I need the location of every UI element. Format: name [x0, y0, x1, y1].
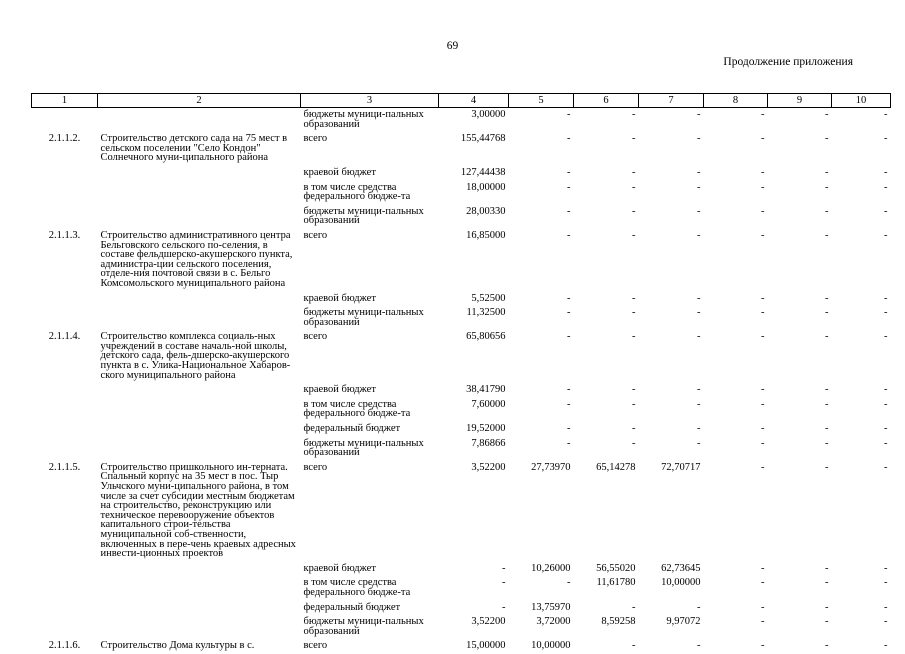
- cell-col-6: -: [632, 331, 636, 343]
- cell-col-4: 38,41790: [466, 384, 506, 396]
- cell-col-1: [32, 562, 98, 577]
- cell-col-10: -: [884, 423, 888, 435]
- cell-col-3: всего: [303, 331, 328, 343]
- cell-col-7: -: [697, 307, 701, 319]
- column-header-9: 9: [768, 94, 832, 108]
- cell-col-4: 7,60000: [471, 398, 506, 410]
- cell-col-9: -: [825, 423, 829, 435]
- cell-col-10: -: [884, 398, 888, 410]
- column-header-5: 5: [509, 94, 574, 108]
- cell-col-9: -: [825, 307, 829, 319]
- cell-col-5: -: [567, 577, 571, 589]
- cell-col-10: -: [884, 437, 888, 449]
- cell-col-5: 13,75970: [531, 601, 571, 613]
- cell-col-2: [98, 437, 301, 461]
- cell-col-4: 15,00000: [466, 640, 506, 652]
- cell-col-6: -: [632, 229, 636, 241]
- cell-col-3: всего: [303, 461, 328, 473]
- cell-col-3: бюджеты муници-пальных образований: [303, 616, 424, 637]
- cell-col-4: 7,86866: [471, 437, 506, 449]
- cell-col-2: [98, 562, 301, 577]
- cell-col-3: федеральный бюджет: [303, 423, 401, 435]
- column-header-3: 3: [301, 94, 439, 108]
- cell-col-6: -: [632, 423, 636, 435]
- cell-col-4: 16,85000: [466, 229, 506, 241]
- cell-col-2: [98, 205, 301, 229]
- table-row: [32, 383, 891, 398]
- cell-col-9: -: [825, 292, 829, 304]
- cell-col-3: бюджеты муници-пальных образований: [303, 109, 424, 130]
- cell-col-5: 10,26000: [531, 562, 571, 574]
- cell-col-10: -: [884, 133, 888, 145]
- cell-col-1: [32, 383, 98, 398]
- cell-col-5: -: [567, 398, 571, 410]
- cell-col-1: [32, 306, 98, 330]
- cell-col-2: Строительство административного центра Бельговского сельского по-селения, в составе фельдшерско-акушерского пункта, администра-ции сельского поселения, отделе-ния почтовой связи в с. Бельго Комсомольского муниципального района: [100, 229, 293, 289]
- cell-col-1: [32, 601, 98, 616]
- cell-col-4: 11,32500: [466, 307, 506, 319]
- table-row: [32, 398, 891, 422]
- cell-col-2: Строительство Дома культуры в с.: [100, 640, 255, 652]
- cell-col-8: -: [761, 229, 765, 241]
- cell-col-7: -: [697, 133, 701, 145]
- cell-col-10: -: [884, 181, 888, 193]
- cell-col-4: 65,80656: [466, 331, 506, 343]
- cell-col-10: -: [884, 601, 888, 613]
- cell-col-1: [32, 292, 98, 307]
- cell-col-2: [98, 576, 301, 600]
- cell-col-1: 2.1.1.6.: [48, 640, 81, 652]
- cell-col-2: [98, 615, 301, 639]
- table-row: [32, 166, 891, 181]
- cell-col-8: -: [761, 331, 765, 343]
- cell-col-2: Строительство комплекса социаль-ных учреждений в составе началь-ной школы, детского сада, фель-дшерско-акушерского пункта в с. Улика-Национальное Хабаров-ского муниципального района: [100, 331, 291, 381]
- cell-col-10: -: [884, 616, 888, 628]
- column-header-8: 8: [704, 94, 768, 108]
- cell-col-3: краевой бюджет: [303, 166, 376, 178]
- cell-col-2: [98, 166, 301, 181]
- cell-col-7: -: [697, 109, 701, 120]
- cell-col-10: -: [884, 461, 888, 473]
- cell-col-1: [32, 205, 98, 229]
- cell-col-2: [98, 383, 301, 398]
- cell-col-6: 65,14278: [596, 461, 636, 473]
- cell-col-1: [32, 166, 98, 181]
- table-row: [32, 306, 891, 330]
- cell-col-2: [98, 108, 301, 133]
- cell-col-2: [98, 292, 301, 307]
- cell-col-1: [32, 181, 98, 205]
- cell-col-8: -: [761, 133, 765, 145]
- cell-col-6: -: [632, 398, 636, 410]
- cell-col-5: -: [567, 109, 571, 120]
- cell-col-5: -: [567, 166, 571, 178]
- cell-col-1: [32, 108, 98, 133]
- cell-col-5: 10,00000: [531, 640, 571, 652]
- cell-col-8: -: [761, 292, 765, 304]
- cell-col-1: 2.1.1.2.: [48, 133, 81, 145]
- column-header-4: 4: [439, 94, 509, 108]
- cell-col-1: [32, 437, 98, 461]
- table-row: [32, 108, 891, 133]
- cell-col-6: 8,59258: [601, 616, 636, 628]
- cell-col-7: -: [697, 292, 701, 304]
- cell-col-9: -: [825, 640, 829, 652]
- cell-col-10: -: [884, 109, 888, 120]
- table-row: [32, 132, 891, 166]
- table-row: [32, 330, 891, 383]
- cell-col-9: -: [825, 181, 829, 193]
- table-row: [32, 601, 891, 616]
- cell-col-4: 3,00000: [471, 109, 506, 120]
- cell-col-4: -: [502, 562, 506, 574]
- cell-col-7: 10,00000: [661, 577, 701, 589]
- table-body: [32, 108, 891, 654]
- cell-col-3: федеральный бюджет: [303, 601, 401, 613]
- cell-col-1: [32, 398, 98, 422]
- cell-col-6: -: [632, 181, 636, 193]
- cell-col-7: -: [697, 181, 701, 193]
- cell-col-9: -: [825, 398, 829, 410]
- cell-col-8: -: [761, 616, 765, 628]
- cell-col-3: в том числе средства федерального бюдже-та: [303, 181, 411, 203]
- cell-col-7: -: [697, 640, 701, 652]
- cell-col-6: -: [632, 205, 636, 217]
- cell-col-8: -: [761, 601, 765, 613]
- cell-col-4: 155,44768: [460, 133, 506, 145]
- cell-col-9: -: [825, 461, 829, 473]
- cell-col-2: [98, 181, 301, 205]
- cell-col-8: -: [761, 109, 765, 120]
- cell-col-5: -: [567, 292, 571, 304]
- cell-col-10: -: [884, 577, 888, 589]
- cell-col-5: -: [567, 205, 571, 217]
- cell-col-10: -: [884, 292, 888, 304]
- cell-col-2: Строительство пришкольного ин-терната. Спальный корпус на 35 мест в пос. Тыр Ульчского муни-ципального района, в том числе за счет субсидии местным бюджетам на строительство, реконструкцию или техническое перевооружение объектов капитального строи-тельства муниципальной соб-ственности, включенных в пере-чень краевых адресных инвести-ционных проектов: [100, 461, 296, 560]
- cell-col-3: всего: [303, 133, 328, 145]
- column-header-2: 2: [98, 94, 301, 108]
- cell-col-8: -: [761, 205, 765, 217]
- cell-col-9: -: [825, 437, 829, 449]
- cell-col-9: -: [825, 205, 829, 217]
- cell-col-3: в том числе средства федерального бюдже-та: [303, 398, 411, 420]
- cell-col-9: -: [825, 109, 829, 120]
- column-header-1: 1: [32, 94, 98, 108]
- cell-col-9: -: [825, 577, 829, 589]
- cell-col-1: 2.1.1.5.: [48, 461, 81, 473]
- cell-col-9: -: [825, 562, 829, 574]
- cell-col-6: -: [632, 640, 636, 652]
- cell-col-6: 56,55020: [596, 562, 636, 574]
- cell-col-10: -: [884, 229, 888, 241]
- cell-col-2: [98, 422, 301, 437]
- cell-col-8: -: [761, 577, 765, 589]
- cell-col-8: -: [761, 640, 765, 652]
- cell-col-6: -: [632, 133, 636, 145]
- cell-col-7: 72,70717: [661, 461, 701, 473]
- cell-col-7: -: [697, 384, 701, 396]
- cell-col-5: -: [567, 437, 571, 449]
- cell-col-2: [98, 306, 301, 330]
- cell-col-10: -: [884, 640, 888, 652]
- cell-col-6: -: [632, 307, 636, 319]
- cell-col-9: -: [825, 384, 829, 396]
- cell-col-8: -: [761, 398, 765, 410]
- table-row: [32, 422, 891, 437]
- table-row: [32, 576, 891, 600]
- cell-col-5: -: [567, 331, 571, 343]
- cell-col-4: 127,44438: [460, 166, 506, 178]
- cell-col-9: -: [825, 616, 829, 628]
- cell-col-3: бюджеты муници-пальных образований: [303, 437, 424, 459]
- cell-col-10: -: [884, 166, 888, 178]
- cell-col-1: 2.1.1.3.: [48, 229, 81, 241]
- table-row: [32, 639, 891, 654]
- table-row: [32, 615, 891, 639]
- cell-col-8: -: [761, 423, 765, 435]
- cell-col-8: -: [761, 384, 765, 396]
- cell-col-10: -: [884, 384, 888, 396]
- cell-col-3: краевой бюджет: [303, 384, 376, 396]
- cell-col-5: -: [567, 384, 571, 396]
- appendix-table: [31, 93, 891, 654]
- cell-col-5: 3,72000: [536, 616, 571, 628]
- cell-col-10: -: [884, 562, 888, 574]
- cell-col-5: -: [567, 307, 571, 319]
- cell-col-7: -: [697, 398, 701, 410]
- cell-col-3: бюджеты муници-пальных образований: [303, 205, 424, 227]
- cell-col-3: всего: [303, 640, 328, 652]
- cell-col-3: краевой бюджет: [303, 562, 376, 574]
- table-row: [32, 461, 891, 562]
- cell-col-5: -: [567, 133, 571, 145]
- cell-col-4: -: [502, 601, 506, 613]
- cell-col-6: -: [632, 437, 636, 449]
- table-header: [32, 94, 891, 108]
- cell-col-9: -: [825, 166, 829, 178]
- cell-col-5: -: [567, 423, 571, 435]
- cell-col-7: -: [697, 205, 701, 217]
- cell-col-2: Строительство детского сада на 75 мест в сельском поселении "Село Кондон" Солнечного муни-ципального района: [100, 133, 288, 164]
- cell-col-7: -: [697, 437, 701, 449]
- cell-col-8: -: [761, 437, 765, 449]
- cell-col-9: -: [825, 331, 829, 343]
- cell-col-8: -: [761, 166, 765, 178]
- table-row: [32, 229, 891, 292]
- cell-col-4: 3,52200: [471, 461, 506, 473]
- cell-col-6: -: [632, 384, 636, 396]
- cell-col-8: -: [761, 562, 765, 574]
- cell-col-2: [98, 398, 301, 422]
- cell-col-6: -: [632, 292, 636, 304]
- column-header-6: 6: [574, 94, 639, 108]
- column-header-10: 10: [832, 94, 891, 108]
- cell-col-7: 62,73645: [661, 562, 701, 574]
- cell-col-5: 27,73970: [531, 461, 571, 473]
- column-header-7: 7: [639, 94, 704, 108]
- table-row: [32, 205, 891, 229]
- cell-col-5: -: [567, 229, 571, 241]
- cell-col-3: в том числе средства федерального бюдже-та: [303, 577, 411, 598]
- cell-col-7: -: [697, 331, 701, 343]
- cell-col-6: -: [632, 601, 636, 613]
- cell-col-6: -: [632, 109, 636, 120]
- cell-col-1: [32, 576, 98, 600]
- page-number: 69: [446, 40, 459, 52]
- cell-col-4: 5,52500: [471, 292, 506, 304]
- cell-col-7: 9,97072: [666, 616, 701, 628]
- cell-col-4: 28,00330: [466, 205, 506, 217]
- cell-col-3: бюджеты муници-пальных образований: [303, 307, 424, 328]
- cell-col-10: -: [884, 205, 888, 217]
- cell-col-8: -: [761, 307, 765, 319]
- cell-col-2: [98, 601, 301, 616]
- cell-col-4: -: [502, 577, 506, 589]
- cell-col-1: [32, 422, 98, 437]
- cell-col-5: -: [567, 181, 571, 193]
- cell-col-9: -: [825, 133, 829, 145]
- cell-col-1: [32, 615, 98, 639]
- table-row: [32, 437, 891, 461]
- cell-col-6: 11,61780: [596, 577, 636, 589]
- cell-col-4: 19,52000: [466, 423, 506, 435]
- cell-col-7: -: [697, 229, 701, 241]
- cell-col-1: 2.1.1.4.: [48, 331, 81, 343]
- cell-col-9: -: [825, 229, 829, 241]
- cell-col-3: краевой бюджет: [303, 292, 376, 304]
- cell-col-8: -: [761, 181, 765, 193]
- cell-col-7: -: [697, 601, 701, 613]
- cell-col-4: 18,00000: [466, 181, 506, 193]
- cell-col-7: -: [697, 166, 701, 178]
- cell-col-8: -: [761, 461, 765, 473]
- cell-col-4: 3,52200: [471, 616, 506, 628]
- table-row: [32, 292, 891, 307]
- appendix-continuation-label: Продолжение приложения: [723, 56, 853, 68]
- cell-col-6: -: [632, 166, 636, 178]
- cell-col-7: -: [697, 423, 701, 435]
- table-row: [32, 562, 891, 577]
- cell-col-10: -: [884, 331, 888, 343]
- cell-col-10: -: [884, 307, 888, 319]
- table-row: [32, 181, 891, 205]
- cell-col-3: всего: [303, 229, 328, 241]
- cell-col-9: -: [825, 601, 829, 613]
